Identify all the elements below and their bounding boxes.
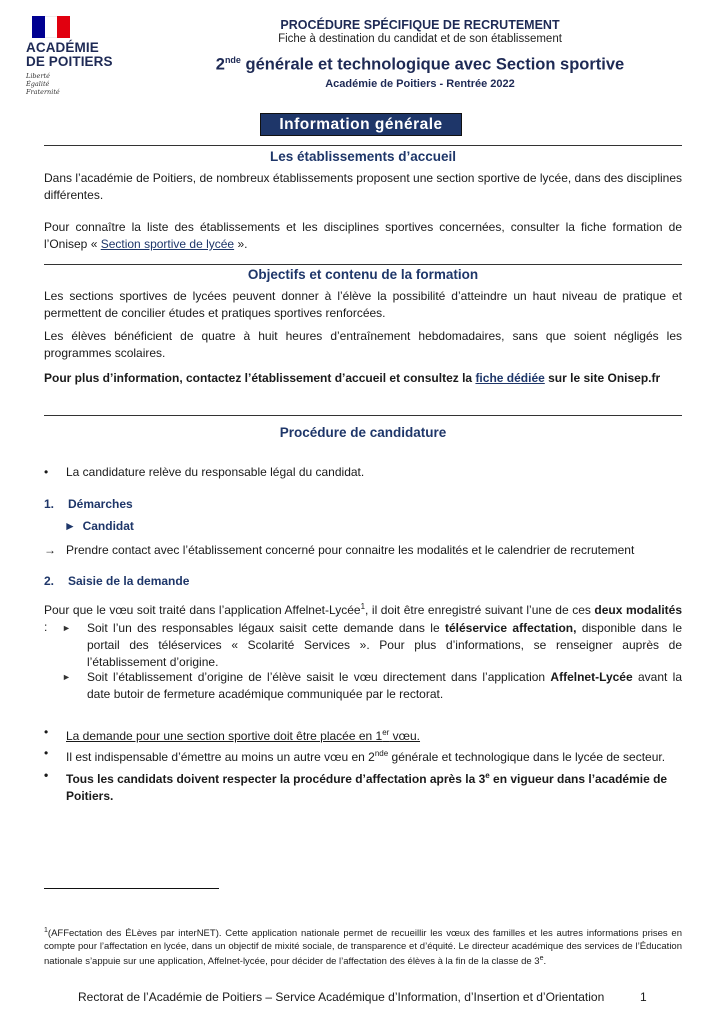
paragraph: Dans l’académie de Poitiers, de nombreux établissements proposent une section sportive de lycée, dans des disciplines différentes. xyxy=(44,171,682,202)
document-heading: 2nde générale et technologique avec Section sportive xyxy=(215,55,625,74)
triangle-right-icon: ► xyxy=(64,519,76,533)
paragraph: Pour connaître la liste des établissements et les disciplines sportives concernées, consulter la fiche formation de l’Onisep « Section sportive de lycée ». xyxy=(44,220,682,251)
sub-bullet-item: ► Soit l’établissement d’origine de l’élève saisit le vœu directement dans l’application Affelnet-Lycée avant la date butoir de fermeture académique communiquée par le rectorat. xyxy=(62,670,682,701)
logo-line-2: DE POITIERS xyxy=(26,54,113,69)
numbered-heading: 2. Saisie de la demande xyxy=(44,574,190,588)
page-footer: Rectorat de l’Académie de Poitiers – Service Académique d’Information, d’Insertion et d’Orientation xyxy=(78,990,605,1004)
section-divider xyxy=(44,264,682,265)
bullet-icon: • xyxy=(44,725,49,739)
logo-line-1: ACADÉMIE xyxy=(26,40,99,55)
section-title-objectifs: Objectifs et contenu de la formation xyxy=(247,267,479,282)
bullet-item: • La candidature relève du responsable légal du candidat. xyxy=(44,465,365,479)
document-subtitle: Fiche à destination du candidat et de son établissement xyxy=(278,33,562,45)
section-banner: Information générale xyxy=(260,113,462,136)
document-session: Académie de Poitiers - Rentrée 2022 xyxy=(325,78,515,90)
bullet-icon: • xyxy=(44,768,49,782)
numbered-heading: 1. Démarches xyxy=(44,497,133,511)
logo-motto: Liberté Égalité Fraternité xyxy=(26,72,60,96)
sub-bullet-item: ► Soit l’un des responsables légaux saisit cette demande dans le téléservice affectation, disponible dans le portail des téléservices « Scolarité Services ». Pour plus d’informations, se renseigner auprès de l’établissement d’origine. xyxy=(62,621,682,669)
section-divider xyxy=(44,145,682,146)
bullet-icon: • xyxy=(44,746,49,760)
document-title: PROCÉDURE SPÉCIFIQUE DE RECRUTEMENT xyxy=(280,18,560,32)
footnote-divider xyxy=(44,888,219,889)
page-number: 1 xyxy=(640,990,647,1004)
fiche-dediee-link[interactable]: fiche dédiée xyxy=(475,371,545,385)
academy-logo xyxy=(26,16,118,96)
bullet-icon: • xyxy=(44,465,49,479)
bullet-item: • Tous les candidats doivent respecter la procédure d’affectation après la 3e en vigueur dans l’académie de Poitiers. xyxy=(44,768,668,803)
paragraph: Pour plus d’information, contactez l’établissement d’accueil et consultez la fiche dédiée sur le site Onisep.fr xyxy=(44,371,661,385)
onisep-section-sportive-link[interactable]: Section sportive de lycée xyxy=(100,237,235,251)
triangle-right-icon: ► xyxy=(62,623,71,633)
arrow-item: → Prendre contact avec l’établissement concerné pour connaitre les modalités et le calendrier de recrutement xyxy=(44,543,635,557)
bullet-item: • Il est indispensable d’émettre au moins un autre vœu en 2nde générale et technologique dans le lycée de secteur. xyxy=(44,746,666,764)
paragraph: Les élèves bénéficient de quatre à huit heures d’entraînement hebdomadaires, sans que soient négligés les programmes scolaires. xyxy=(44,329,682,360)
bullet-item: • La demande pour une section sportive doit être placée en 1er vœu. xyxy=(44,725,421,743)
triangle-right-icon: ► xyxy=(62,672,71,682)
arrow-right-icon: → xyxy=(44,543,56,557)
flag-icon xyxy=(32,16,70,38)
candidat-heading: ► Candidat xyxy=(64,519,134,533)
section-title-etablissements: Les établissements d’accueil xyxy=(269,149,457,164)
section-divider xyxy=(44,415,682,416)
paragraph: Les sections sportives de lycées peuvent donner à l’élève la possibilité d’atteindre un haut niveau de pratique et permettent de concilier études et pratiques sportives renforcées. xyxy=(44,289,682,320)
paragraph: Pour que le vœu soit traité dans l’application Affelnet-Lycée$^1$, il doit être enregistré suivant l’une de ces deux modalités : xyxy=(44,602,682,634)
footnote: $^1$(AFFectation des ÉLèves par interNET). Cette application nationale permet de recueillir les vœux des familles et les autres informations prises en compte pour l’affectation en lycée, dans un objectif de mixité sociale, de transparence et d’équité. Le directeur académique des services de l’Éducation nationale s’appuie sur une application, Affelnet-lycée, pour décider de l’affectation des élèves à la fin de la classe de 3e. xyxy=(44,927,682,968)
section-title-procedure: Procédure de candidature xyxy=(279,425,447,440)
